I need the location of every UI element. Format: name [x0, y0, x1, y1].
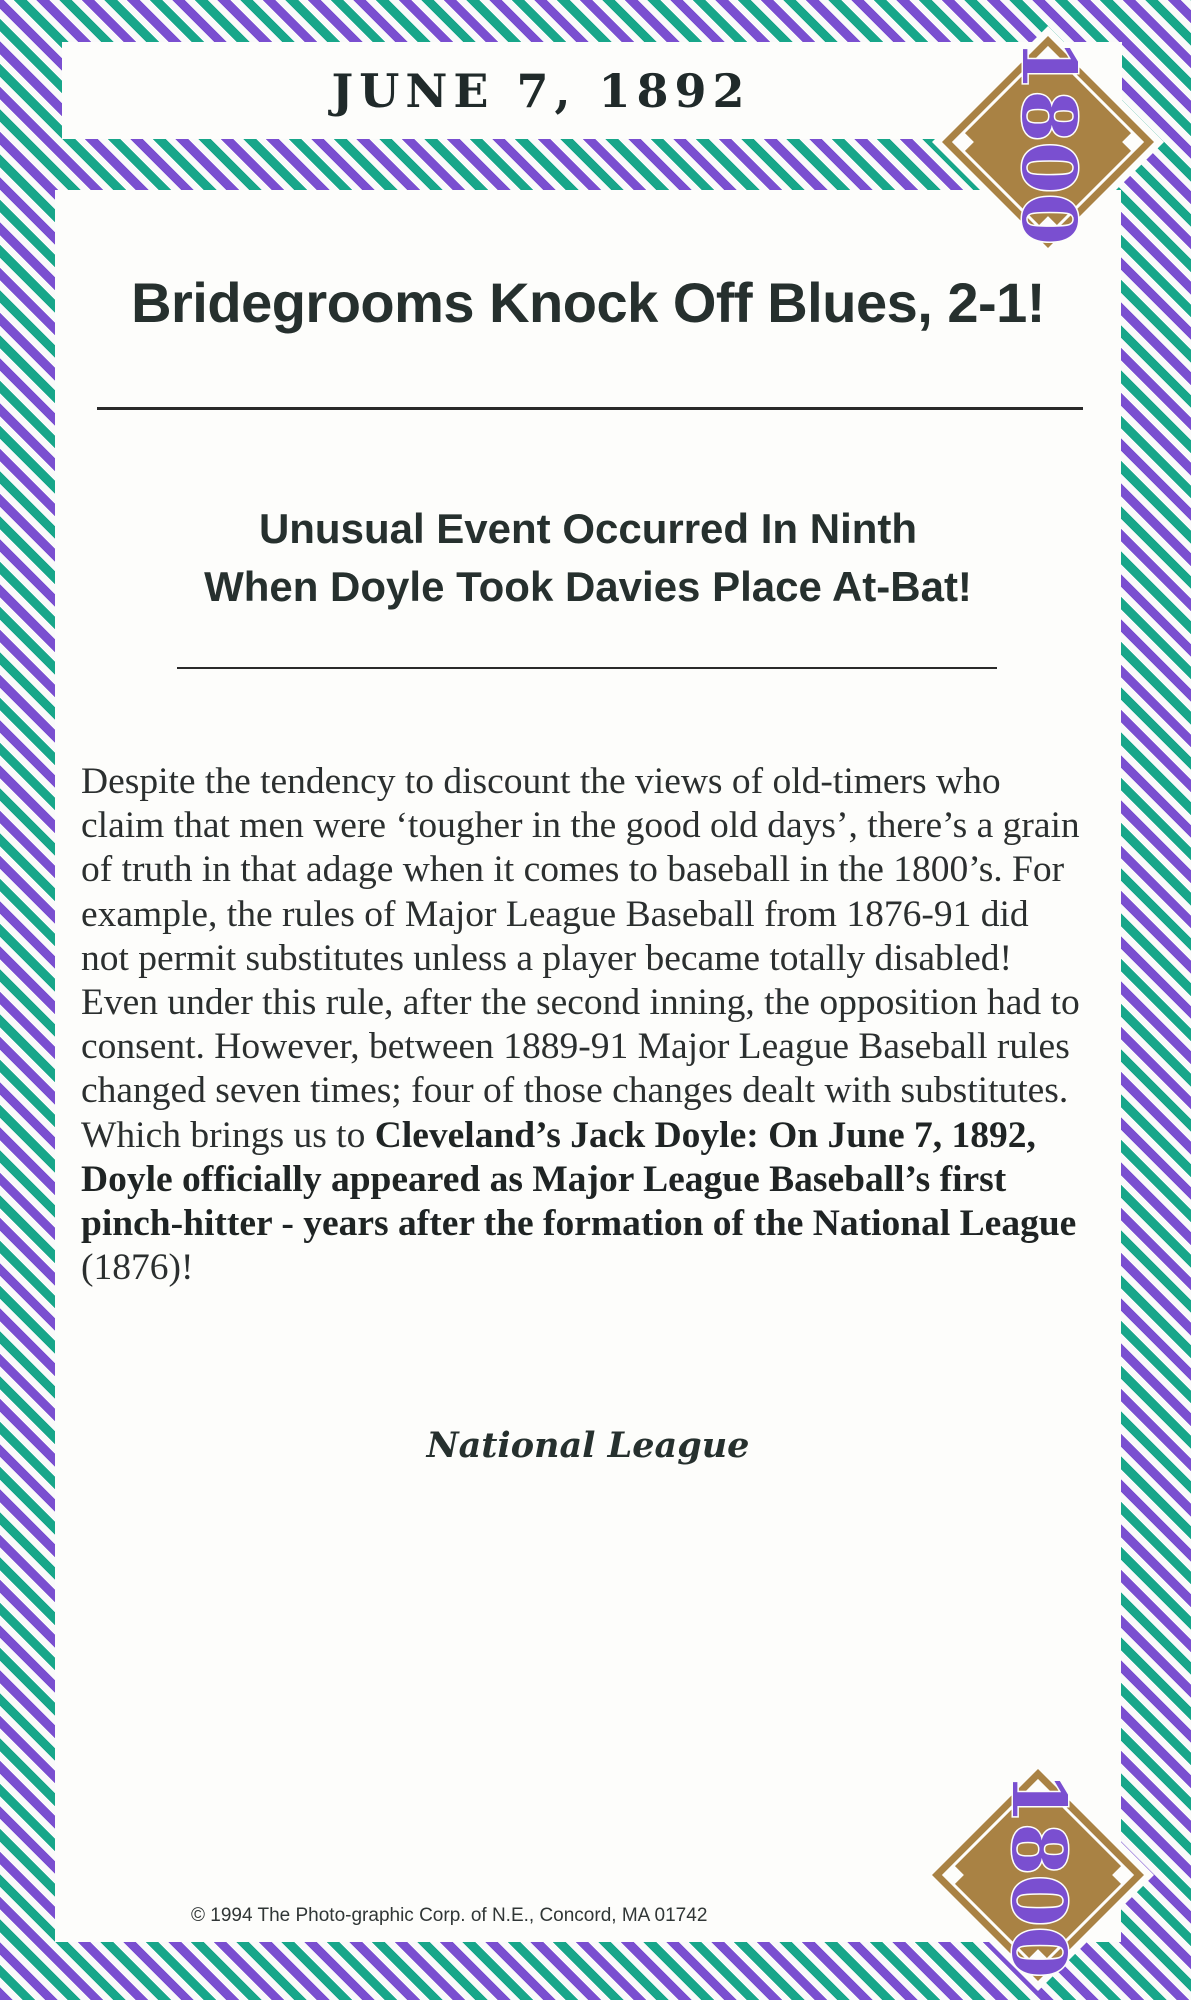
- logo-text-bottom: 1800: [995, 1772, 1081, 1978]
- logo-text-top: 1800: [1005, 39, 1091, 245]
- subheadline: [85, 500, 1091, 616]
- article-body: [81, 760, 1081, 1290]
- content-panel: [55, 190, 1121, 1942]
- article-body-plain: Despite the tendency to discount the views of old-timers who claim that men were ‘tougher in the good old days’, there’s a grain of truth in that adage when it comes to baseball in the 1800’s. For example, the rules of Major League Baseball from 1876-91 did not permit substitutes unless a player became totally disabled! Even under this rule, after the second inning, the opposition had to consent. However, between 1889-91 Major League Baseball rules changed seven times; four of those changes dealt with substitutes. Which brings us to: [81, 761, 1080, 1156]
- subheadline-line-1: Unusual Event Occurred In Ninth: [258, 505, 918, 552]
- divider-middle: [177, 667, 997, 669]
- date-title: JUNE 7, 1892: [331, 64, 751, 118]
- divider-top: [97, 407, 1083, 410]
- league-name: National League: [426, 1425, 750, 1466]
- article-body-tail: (1876)!: [81, 1247, 194, 1289]
- 1800-diamond-logo-bottom: [918, 1755, 1158, 1995]
- article-body-bold: Cleveland’s Jack Doyle: On June 7, 1892, Doyle officially appeared as Major League Baseball’s first pinch-hitter - years after the formation of the National League: [81, 1114, 1077, 1245]
- 1800-diamond-logo-top: [928, 22, 1168, 262]
- headline: Bridegrooms Knock Off Blues, 2-1!: [131, 271, 1045, 334]
- subheadline-line-2: When Doyle Took Davies Place At-Bat!: [204, 563, 972, 610]
- copyright-notice: © 1994 The Photo-graphic Corp. of N.E., Concord, MA 01742: [191, 1905, 708, 1926]
